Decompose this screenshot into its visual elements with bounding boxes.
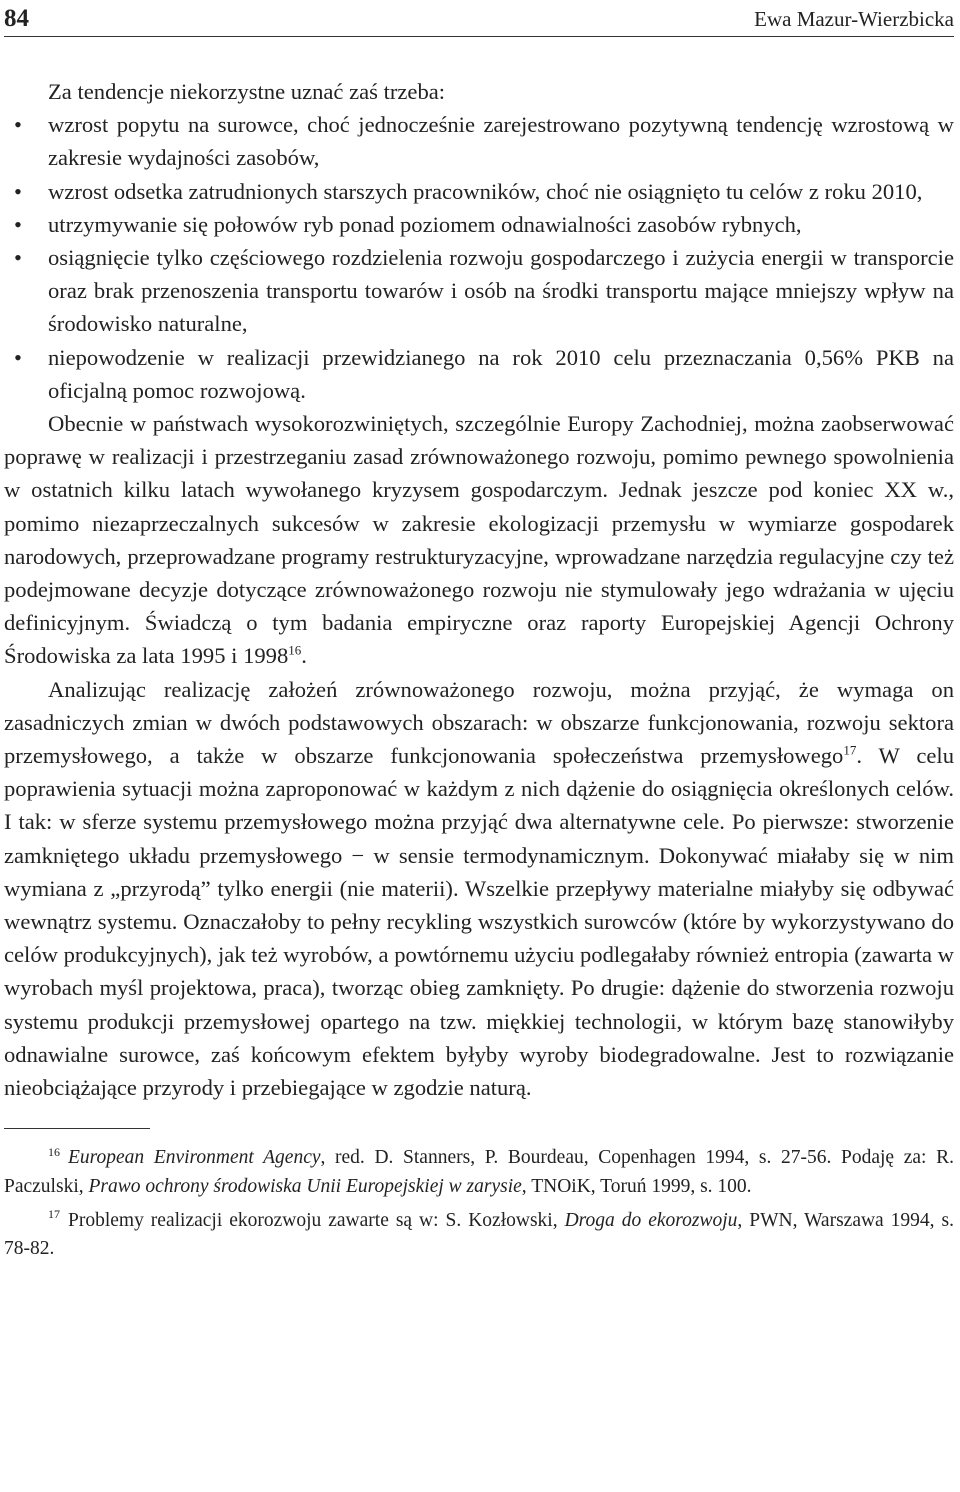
paragraph-2-text-b: . W celu poprawienia sytuacji można zaproponować w każdym z nich dążenie do osiągnięcia określonych celów. I tak: w sferze systemu przemysłowego można przyjąć dwa alternatywne cele. Po pierwsze: stworzenie zamkniętego układu przemysłowego − w sensie termodynamicznym. Dokonywać miałaby się w nim wymiana z „przyrodą” tylko energii (nie materii). Wszelkie przepływy materialne miałyby się odbywać wewnątrz systemu. Oznaczałoby to pełny recykling wszystkich surowców (które by wykorzystywano do celów produkcyjnych), jak też wyrobów, a powtórnemu użyciu podlegałaby również entropia (zawarta w wyrobach myśl projektowa, praca), tworząc obieg zamknięty. Po drugie: dążenie do stworzenia rozwoju systemu produkcji przemysłowej opartego na tzw. miękkiej technologii, w którym bazę stanowiłyby odnawialne surowce, zaś końcowym efektem byłyby wyroby biodegradowalne. Jest to rozwiązanie nieobciążające przyrody i przebiegające w zgodzie naturą. — [4, 743, 954, 1101]
main-text — [4, 75, 954, 1104]
footnote-text: , TNOiK, Toruń 1999, s. 100. — [521, 1175, 752, 1197]
paragraph-1-tail: . — [301, 643, 307, 669]
page-number: 84 — [4, 5, 29, 32]
running-header — [4, 0, 954, 37]
list-item: • wzrost popytu na surowce, choć jednocześnie zarejestrowano pozytywną tendencję wzrostową w zakresie wydajności zasobów, — [4, 108, 954, 174]
footnote-title: European Environment Agency — [68, 1147, 321, 1169]
list-item: • osiągnięcie tylko częściowego rozdzielenia rozwoju gospodarczego i zużycia energii w transporcie oraz brak przenoszenia transportu towarów i osób na środki transportu mające mniejszy wpływ na środowisko naturalne, — [4, 241, 954, 341]
paragraph-2 — [4, 673, 954, 1105]
footnotes — [4, 1144, 954, 1263]
footnote-text: , red. D. Stanners, P. Bourdeau, Copenhagen 1994, s. 27-56. Podaję za: R. Paczulski, — [4, 1147, 954, 1197]
footnote-ref-16[interactable]: 16 — [288, 642, 302, 658]
bullet-list — [4, 108, 954, 407]
author-running-head: Ewa Mazur-Wierzbicka — [754, 7, 954, 31]
list-item: • utrzymywanie się połowów ryb ponad poziomem odnawialności zasobów rybnych, — [4, 208, 954, 241]
footnote-text: Problemy realizacji ekorozwoju zawarte są w: S. Kozłowski, — [68, 1209, 565, 1231]
list-item: • niepowodzenie w realizacji przewidzianego na rok 2010 celu przeznaczania 0,56% PKB na oficjalną pomoc rozwojową. — [4, 341, 954, 407]
footnote-separator — [4, 1128, 150, 1129]
footnote-title: Droga do ekorozwoju — [564, 1209, 738, 1231]
footnote-text: , PWN, Warszawa 1994, s. 78-82. — [4, 1209, 954, 1260]
footnote-16 — [4, 1144, 954, 1201]
intro-line: Za tendencje niekorzystne uznać zaś trzeba: — [48, 79, 446, 104]
footnote-number: 16 — [48, 1144, 60, 1159]
footnote-title: Prawo ochrony środowiska Unii Europejskiej w zarysie — [88, 1175, 522, 1197]
paragraph-1 — [4, 407, 954, 673]
paragraph-2-text-a: Analizując realizację założeń zrównoważonego rozwoju, można przyjąć, że wymaga on zasadniczych zmian w dwóch podstawowych obszarach: w obszarze funkcjonowania, rozwoju sektora przemysłowego, a także w obszarze funkcjonowania społeczeństwa przemysłowego — [4, 676, 954, 769]
footnote-number: 17 — [48, 1207, 60, 1222]
list-item: • wzrost odsetka zatrudnionych starszych pracowników, choć nie osiągnięto tu celów z roku 2010, — [4, 175, 954, 208]
footnote-17 — [4, 1207, 954, 1264]
footnote-ref-17[interactable]: 17 — [843, 742, 857, 758]
paragraph-1-text: Obecnie w państwach wysokorozwiniętych, szczególnie Europy Zachodniej, można zaobserwować poprawę w realizacji i przestrzeganiu zasad zrównoważonego rozwoju, pomimo pewnego spowolnienia w ostatnich kilku latach wywołanego kryzysem gospodarczym. Jednak jeszcze pod koniec XX w., pomimo niezaprzeczalnych sukcesów w zakresie ekologizacji przemysłu w wymiarze gospodarek narodowych, przeprowadzane programy restrukturyzacyjne, wprowadzane narzędzia regulacyjne czy też podejmowane decyzje dotyczące zrównoważonego rozwoju nie stymulowały jego wdrażania w ujęciu definicyjnym. Świadczą o tym badania empiryczne oraz raporty Europejskiej Agencji Ochrony Środowiska za lata 1995 i 1998 — [4, 411, 954, 669]
